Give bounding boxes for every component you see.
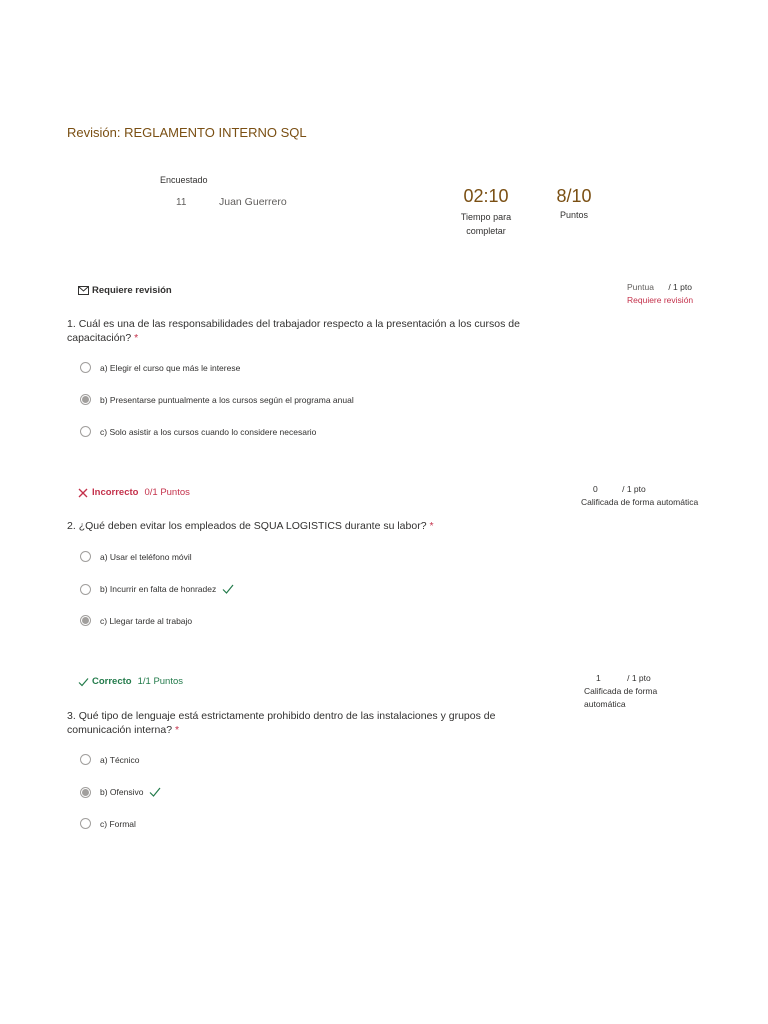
- score-max: / 1 pto: [622, 484, 646, 494]
- points-value: 8/10: [556, 186, 592, 206]
- option-q3-b[interactable]: [80, 786, 161, 798]
- option-q3-c[interactable]: [80, 818, 136, 829]
- question-body: Cuál es una de las responsabilidades del trabajador respecto a la presentación a los cursos de capacitación?: [67, 318, 520, 344]
- status-review: [78, 285, 178, 296]
- radio-button-selected[interactable]: [80, 787, 91, 798]
- score-max: / 1 pto: [627, 673, 651, 683]
- respondent-id: 11: [176, 197, 187, 208]
- required-mark: *: [174, 724, 180, 736]
- required-mark: *: [134, 332, 139, 344]
- status-points: 0/1 Puntos: [144, 487, 190, 498]
- question-text-q2: [67, 519, 537, 533]
- score-note-line2: automática: [584, 699, 626, 709]
- envelope-icon: [78, 286, 89, 295]
- status-points: 1/1 Puntos: [137, 676, 184, 687]
- radio-button[interactable]: [80, 584, 91, 595]
- page-title: Revisión: REGLAMENTO INTERNO SQL: [67, 125, 307, 140]
- radio-button[interactable]: [80, 754, 91, 765]
- option-label: c) Formal: [100, 818, 136, 829]
- score-note: Calificada de forma automática: [581, 497, 699, 507]
- radio-button[interactable]: [80, 818, 91, 829]
- option-q1-a[interactable]: [80, 362, 240, 373]
- check-icon: [78, 677, 89, 687]
- score-box-q2: [581, 483, 698, 509]
- option-q3-a[interactable]: [80, 754, 140, 765]
- check-icon: [149, 786, 161, 798]
- option-q2-c[interactable]: [80, 615, 192, 626]
- option-label: a) Técnico: [100, 754, 140, 765]
- option-label: c) Solo asistir a los cursos cuando lo considere necesario: [100, 426, 317, 437]
- score-box-q3: [584, 672, 657, 711]
- question-text-q1: [67, 317, 537, 345]
- option-label: c) Llegar tarde al trabajo: [100, 615, 193, 626]
- time-label-line1: Tiempo para: [460, 212, 512, 222]
- radio-button-selected[interactable]: [80, 394, 91, 405]
- score-note: Requiere revisión: [627, 295, 694, 305]
- option-label: a) Elegir el curso que más le interese: [100, 362, 241, 373]
- status-incorrect: [78, 487, 190, 498]
- option-q1-b[interactable]: [80, 394, 354, 405]
- question-number: 1.: [67, 318, 76, 330]
- status-correct: [78, 676, 183, 687]
- option-label: b) Presentarse puntualmente a los cursos según el programa anual: [100, 394, 354, 405]
- score-value: Puntua: [627, 282, 654, 292]
- radio-button[interactable]: [80, 362, 91, 373]
- question-number: 3.: [67, 710, 76, 722]
- radio-button[interactable]: [80, 426, 91, 437]
- check-icon: [222, 583, 234, 595]
- option-q2-b[interactable]: [80, 583, 234, 595]
- time-label-line2: completar: [466, 226, 506, 236]
- x-icon: [78, 488, 88, 498]
- status-label: Incorrecto: [92, 487, 139, 498]
- status-label: Correcto: [92, 676, 132, 687]
- points-label: Puntos: [559, 210, 589, 220]
- score-value: 1: [596, 673, 601, 683]
- option-label: b) Incurrir en falta de honradez: [100, 584, 217, 594]
- status-label: Requiere revisión: [92, 285, 172, 296]
- option-label: b) Ofensivo: [100, 787, 144, 797]
- radio-button[interactable]: [80, 551, 91, 562]
- radio-button-selected[interactable]: [80, 615, 91, 626]
- respondent-name: Juan Guerrero: [219, 196, 287, 208]
- respondent-label: Encuestado: [160, 175, 208, 185]
- question-body: Qué tipo de lenguaje está estrictamente prohibido dentro de las instalaciones y grupos de comunicación interna?: [67, 710, 496, 736]
- question-number: 2.: [67, 520, 76, 532]
- score-max: / 1 pto: [668, 282, 692, 292]
- option-q2-a[interactable]: [80, 551, 192, 562]
- score-box-q1: [627, 281, 693, 307]
- question-text-q3: [67, 709, 517, 737]
- score-value: 0: [593, 484, 598, 494]
- question-body: ¿Qué deben evitar los empleados de SQUA LOGISTICS durante su labor?: [78, 520, 427, 532]
- time-value: 02:10: [463, 186, 509, 206]
- score-note-line1: Calificada de forma: [584, 686, 658, 696]
- option-label: a) Usar el teléfono móvil: [100, 551, 192, 562]
- option-q1-c[interactable]: [80, 426, 316, 437]
- required-mark: *: [429, 520, 434, 532]
- time-label: [446, 210, 526, 238]
